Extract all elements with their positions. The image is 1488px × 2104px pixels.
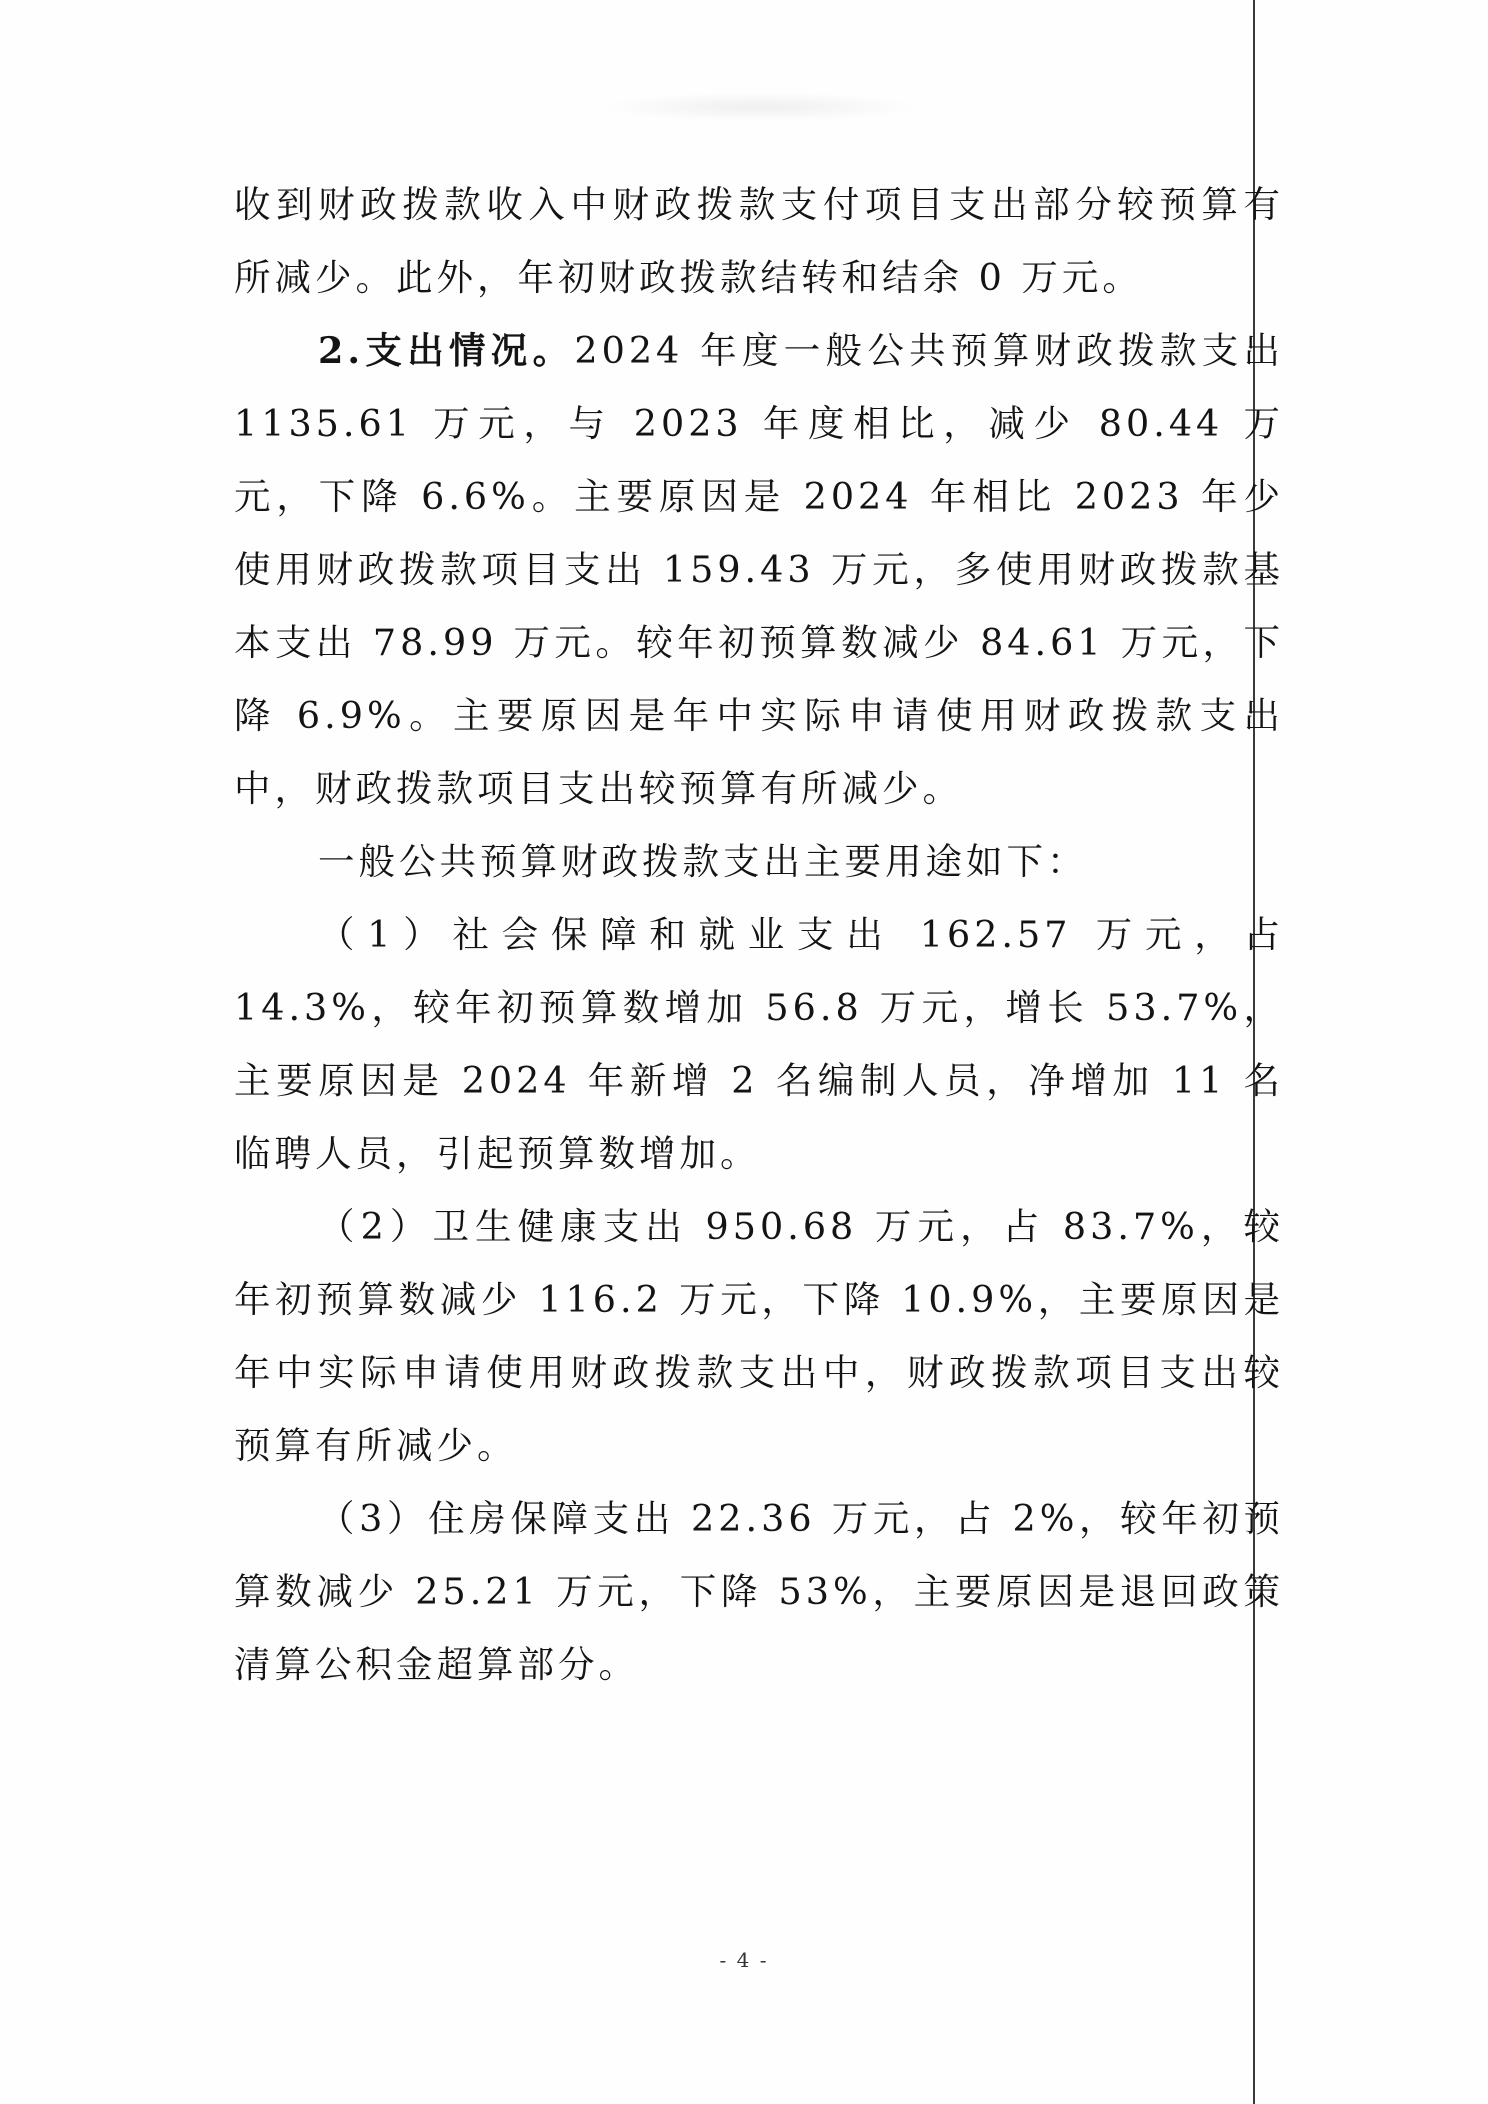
scan-smudge [600,92,920,122]
paragraph-housing: （3）住房保障支出 22.36 万元，占 2%，较年初预算数减少 25.21 万元，下降 53%，主要原因是退回政策清算公积金超算部分。 [234,1497,1284,1686]
paragraph-health: （2）卫生健康支出 950.68 万元，占 83.7%，较年初预算数减少 116.2 万元，下降 10.9%，主要原因是年中实际申请使用财政拨款支出中，财政拨款项目支出较预算有所减少。 [234,1205,1284,1467]
paragraph-main-uses-intro: 一般公共预算财政拨款支出主要用途如下： [318,840,1088,883]
paragraph-social-security: （1）社会保障和就业支出 162.57 万元，占 14.3%，较年初预算数增加 56.8 万元，增长 53.7%，主要原因是 2024 年新增 2 名编制人员，净增加 11 名临聘人员，引起预算数增加。 [234,913,1284,1175]
section-heading-expenditure: 2.支出情况。 [318,329,575,372]
paragraph-income-continuation: 收到财政拨款收入中财政拨款支付项目支出部分较预算有所减少。此外，年初财政拨款结转和结余 0 万元。 [234,183,1284,299]
body-text [234,168,1284,1701]
page-number: - 4 - [719,1948,769,1972]
paragraph-expenditure-text: 2024 年度一般公共预算财政拨款支出 1135.61 万元，与 2023 年度相比，减少 80.44 万元，下降 6.6%。主要原因是 2024 年相比 2023 年少使用财政拨款项目支出 159.43 万元，多使用财政拨款基本支出 78.99 万元。较年初预算数减少 84.61 万元，下降 6.9%。主要原因是年中实际申请使用财政拨款支出中，财政拨款项目支出较预算有所减少。 [234,329,1284,810]
paragraph-expenditure [234,314,1284,825]
